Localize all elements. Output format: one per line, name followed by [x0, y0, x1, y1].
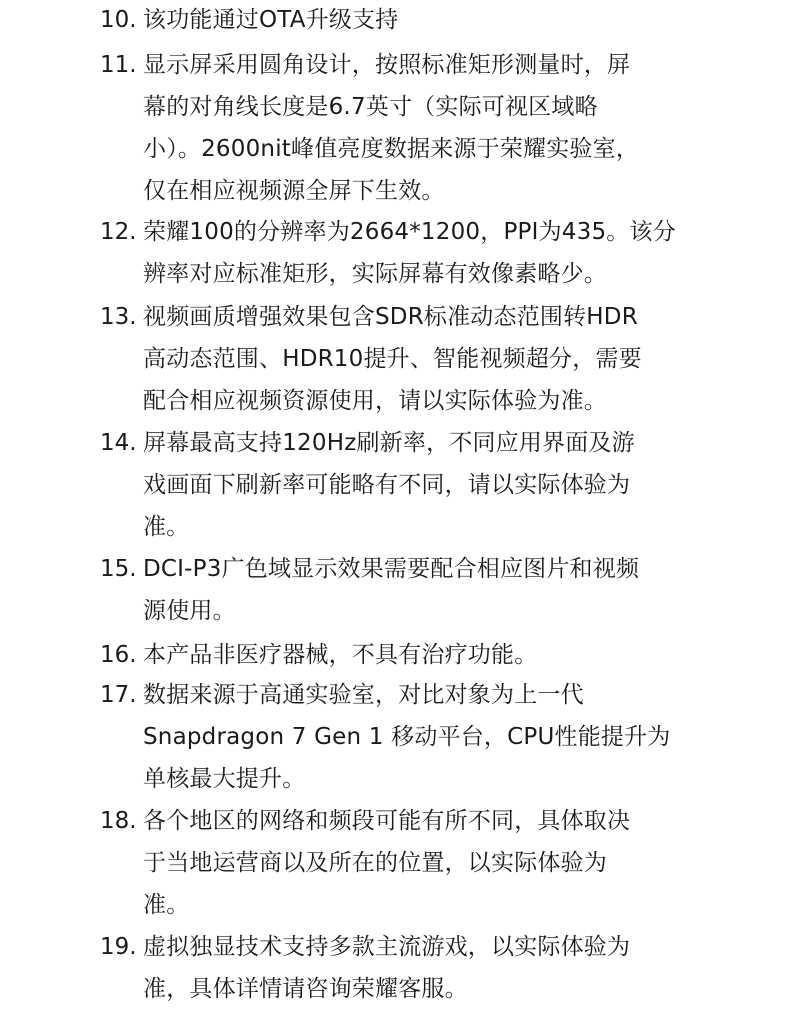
footnote-line: 准，具体详情请咨询荣耀客服。 — [143, 976, 468, 1002]
footnote-line: 荣耀100的分辨率为2664*1200，PPI为435。该分 — [143, 219, 676, 245]
footnote-line: 单核最大提升。 — [143, 766, 306, 792]
footnote-line: 数据来源于高通实验室，对比对象为上一代 — [143, 682, 584, 708]
footnote-line: 视频画质增强效果包含SDR标准动态范围转HDR — [143, 304, 638, 330]
footnote-number: 16. — [100, 642, 137, 668]
footnote-line: 幕的对角线长度是6.7英寸（实际可视区域略 — [143, 94, 598, 120]
footnote-number: 18. — [100, 808, 137, 834]
footnote-line: 本产品非医疗器械，不具有治疗功能。 — [143, 642, 538, 668]
footnote-line: 该功能通过OTA升级支持 — [143, 7, 399, 33]
footnote-line: 辨率对应标准矩形，实际屏幕有效像素略少。 — [143, 261, 607, 287]
footnote-number: 12. — [100, 219, 137, 245]
footnote-line: DCI-P3广色域显示效果需要配合相应图片和视频 — [143, 556, 640, 582]
footnote-line: 于当地运营商以及所在的位置，以实际体验为 — [143, 850, 607, 876]
footnote-line: 戏画面下刷新率可能略有不同，请以实际体验为 — [143, 472, 631, 498]
footnote-line: 配合相应视频资源使用，请以实际体验为准。 — [143, 388, 607, 414]
footnote-line: 虚拟独显技术支持多款主流游戏，以实际体验为 — [143, 934, 631, 960]
footnote-line: 高动态范围、HDR10提升、智能视频超分，需要 — [143, 346, 642, 372]
footnote-line: 显示屏采用圆角设计，按照标准矩形测量时，屏 — [143, 52, 631, 78]
footnote-number: 19. — [100, 934, 137, 960]
footnote-line: 准。 — [143, 514, 190, 540]
footnote-number: 11. — [100, 52, 137, 78]
footnote-line: 源使用。 — [143, 598, 236, 624]
footnote-number: 14. — [100, 430, 137, 456]
footnote-number: 10. — [100, 7, 137, 33]
footnote-line: 仅在相应视频源全屏下生效。 — [143, 178, 445, 204]
footnote-line: 各个地区的网络和频段可能有所不同，具体取决 — [143, 808, 631, 834]
footnote-line: Snapdragon 7 Gen 1 移动平台，CPU性能提升为 — [143, 724, 671, 750]
footnote-line: 准。 — [143, 892, 190, 918]
footnote-line: 屏幕最高支持120Hz刷新率，不同应用界面及游 — [143, 430, 635, 456]
footnote-line: 小）。2600nit峰值亮度数据来源于荣耀实验室， — [143, 136, 640, 162]
footnote-number: 17. — [100, 682, 137, 708]
footnote-number: 13. — [100, 304, 137, 330]
footnote-number: 15. — [100, 556, 137, 582]
